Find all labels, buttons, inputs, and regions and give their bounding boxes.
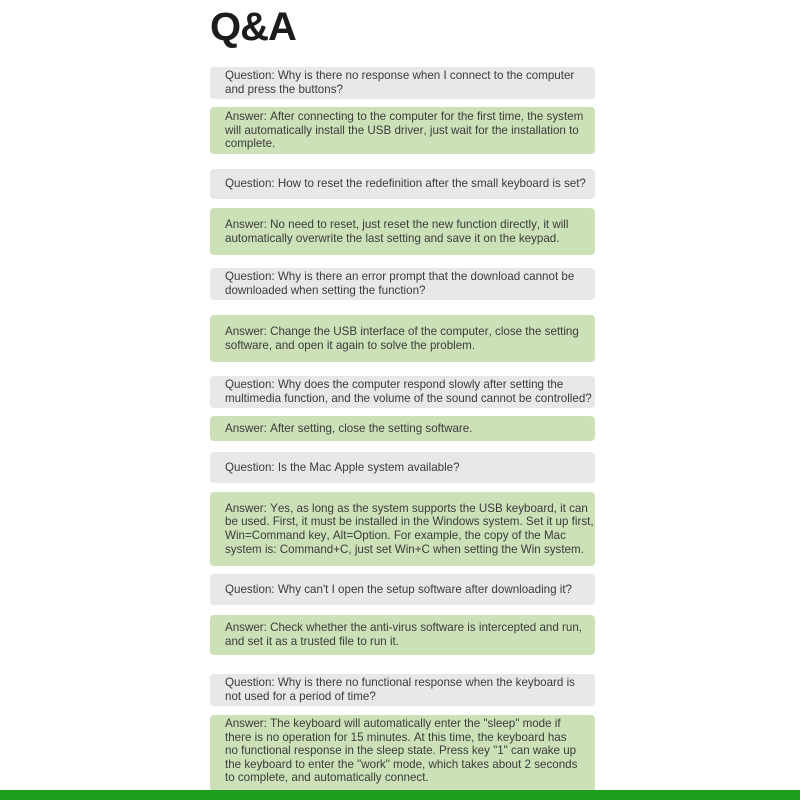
answer-line: Answer: After setting, close the setting software. [225,421,473,435]
answer-line: system is: Command+C, just set Win+C when setting the Win system. [225,542,584,556]
answer-line: Answer: The keyboard will automatically enter the "sleep" mode if [225,717,561,730]
question-box-1 [210,67,595,99]
answer-line: and set it as a trusted file to run it. [225,635,399,648]
bottom-green-bar [0,790,800,800]
answer-box-1 [210,107,595,154]
answer-box-6 [210,615,595,655]
question-box-3 [210,268,595,300]
question-box-5 [210,452,595,483]
answer-box-5 [210,492,595,566]
question-box-2 [210,169,595,199]
answer-line: be used. First, it must be installed in the Windows system. Set it up first, [225,515,594,529]
question-line: multimedia function, and the volume of the sound cannot be controlled? [225,392,592,405]
question-line: Question: Why is there an error prompt that the download cannot be [225,270,575,284]
question-line: Question: How to reset the redefinition after the small keyboard is set? [225,177,586,191]
answer-line: Answer: Yes, as long as the system supports the USB keyboard, it can [225,501,588,515]
question-box-4 [210,376,595,408]
answer-line: automatically overwrite the last setting and save it on the keypad. [225,231,560,245]
answer-box-2 [210,208,595,255]
answer-line: Answer: Change the USB interface of the computer, close the setting [225,324,579,338]
answer-line: no functional response in the sleep state. Press key "1" can wake up [225,744,577,758]
answer-box-3 [210,315,595,362]
answer-line: Answer: No need to reset, just reset the new function directly, it will [225,217,569,231]
question-line: downloaded when setting the function? [225,284,426,297]
answer-line: the keyboard to enter the "work" mode, which takes about 2 seconds [225,757,578,771]
question-line: Question: Is the Mac Apple system available? [225,460,460,474]
question-line: Question: Why can't I open the setup software after downloading it? [225,582,573,596]
answer-line: to complete, and automatically connect. [225,771,429,785]
question-line: Question: Why is there no functional response when the keyboard is [225,676,575,690]
answer-line: Answer: After connecting to the computer for the first time, the system [225,110,584,124]
question-line: not used for a period of time? [225,690,376,703]
question-line: and press the buttons? [225,83,343,96]
answer-line: Answer: Check whether the anti-virus software is intercepted and run, [225,621,583,635]
answer-box-7 [210,715,595,792]
answer-line: complete. [225,137,276,151]
answer-line: software, and open it again to solve the problem. [225,338,476,352]
answer-box-4 [210,416,595,441]
page-title: Q&A [210,5,296,49]
question-line: Question: Why is there no response when I connect to the computer [225,69,575,83]
answer-line: will automatically install the USB driver, just wait for the installation to [225,123,579,137]
question-box-7 [210,674,595,706]
question-box-6 [210,574,595,605]
answer-line: Win=Command key, Alt=Option. For example, the copy of the Mac [225,529,566,542]
answer-line: there is no operation for 15 minutes. At this time, the keyboard has [225,730,567,744]
question-line: Question: Why does the computer respond slowly after setting the [225,378,564,392]
